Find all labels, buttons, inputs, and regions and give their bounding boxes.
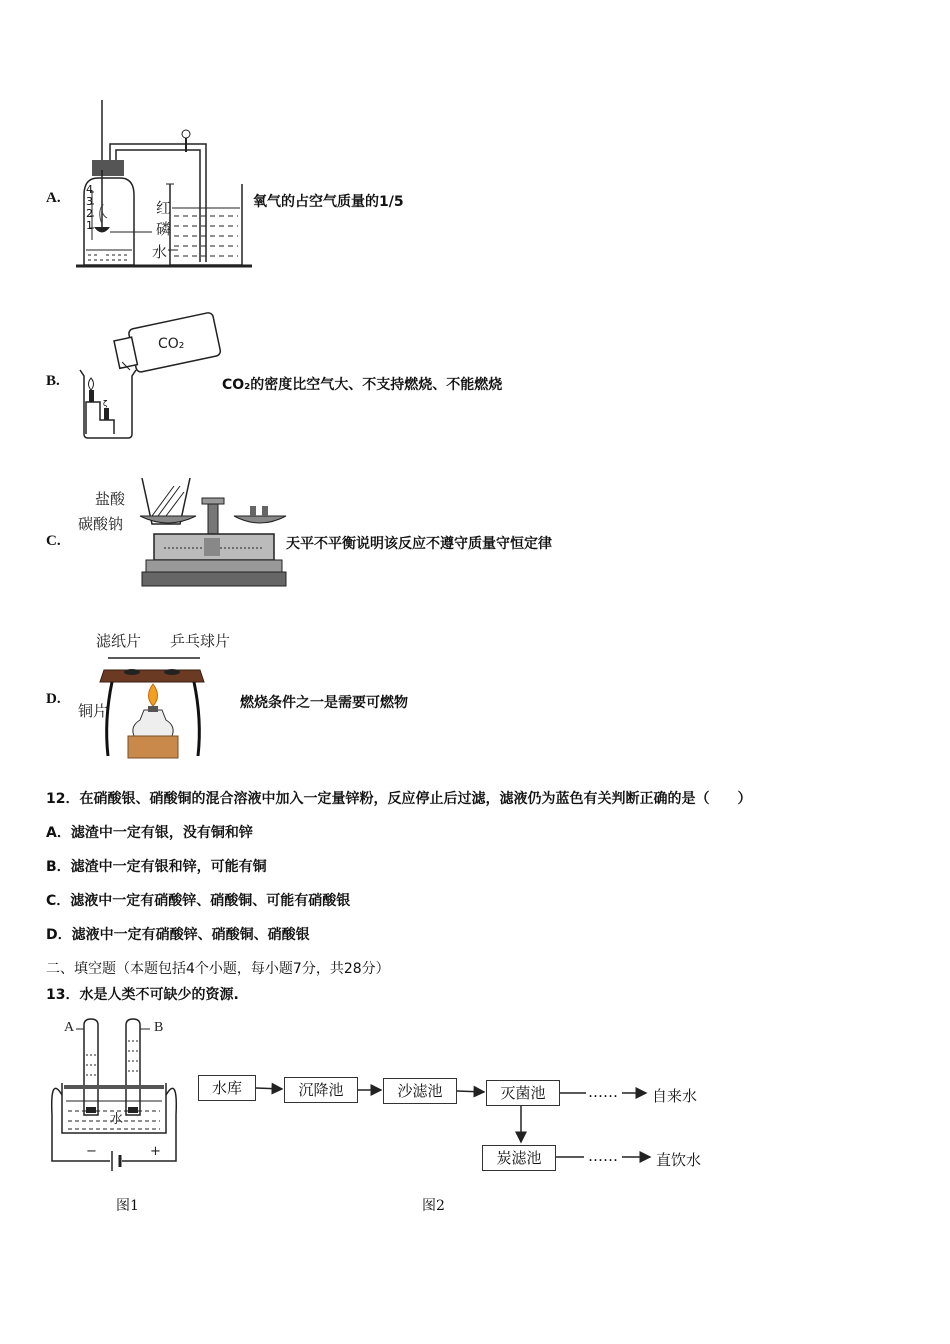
fig1-label-a: A	[64, 1020, 75, 1035]
option-b-statement: CO₂的密度比空气大、不支持燃烧、不能燃烧	[222, 377, 503, 393]
flow-box-reservoir: 水库	[198, 1075, 256, 1101]
label-hcl: 盐酸	[95, 490, 126, 508]
flow-box-carbon-filter: 炭滤池	[482, 1145, 556, 1171]
label-copper: 铜片	[78, 702, 109, 720]
label-pingpong: 乒乓球片	[170, 632, 231, 650]
option-a-statement: 氧气的占空气质量的1/5	[253, 194, 404, 210]
fig1-water-label: 水	[110, 1112, 124, 1127]
option-d-letter: D.	[46, 691, 61, 707]
label-phosphorus: 磷	[156, 220, 172, 238]
scale-3: 3	[86, 195, 93, 208]
flow-dots-2: ……	[588, 1147, 618, 1165]
option-b-letter: B.	[46, 373, 60, 389]
section-2-heading: 二、填空题（本题包括4个小题，每小题7分，共28分）	[46, 961, 390, 977]
fig1-minus: −	[86, 1144, 97, 1159]
fig1-plus: +	[150, 1144, 161, 1159]
flow-box-sterilization: 灭菌池	[486, 1080, 560, 1106]
label-na2co3: 碳酸钠	[78, 515, 124, 533]
label-filter-paper: 滤纸片	[96, 632, 142, 650]
label-co2-bottle: CO₂	[158, 336, 185, 352]
q12-option-c: C．滤液中一定有硝酸锌、硝酸铜、可能有硝酸银	[46, 893, 351, 909]
option-d-statement: 燃烧条件之一是需要可燃物	[240, 695, 408, 711]
label-water-a: 水	[152, 243, 168, 261]
label-red: 红	[156, 199, 172, 217]
fig1-caption: 图1	[116, 1198, 139, 1214]
flow-dots-1: ……	[588, 1083, 618, 1101]
option-a-letter: A.	[46, 190, 61, 206]
q12-option-b: B．滤渣中一定有银和锌，可能有铜	[46, 859, 267, 875]
option-c-statement: 天平不平衡说明该反应不遵守质量守恒定律	[286, 536, 552, 552]
scale-1: 1	[86, 219, 93, 232]
fig1-label-b: B	[154, 1020, 164, 1035]
q12-stem: 12．在硝酸银、硝酸铜的混合溶液中加入一定量锌粉，反应停止后过滤，滤液仍为蓝色有关判断正确的是（ ）	[46, 791, 752, 807]
fig2-caption: 图2	[422, 1198, 445, 1214]
scale-4: 4	[86, 183, 93, 196]
flow-out-drinking-water: 直饮水	[656, 1151, 702, 1169]
q12-option-d: D．滤液中一定有硝酸锌、硝酸铜、硝酸银	[46, 927, 310, 943]
flow-out-tap-water: 自来水	[652, 1087, 698, 1105]
q12-option-a: A．滤渣中一定有银，没有铜和锌	[46, 825, 253, 841]
scale-2: 2	[86, 207, 93, 220]
q13-stem: 13．水是人类不可缺少的资源.	[46, 987, 239, 1003]
svg-text:ζ: ζ	[103, 399, 108, 408]
flow-box-settling: 沉降池	[284, 1077, 358, 1103]
option-c-letter: C.	[46, 533, 61, 549]
flow-box-sand-filter: 沙滤池	[383, 1078, 457, 1104]
